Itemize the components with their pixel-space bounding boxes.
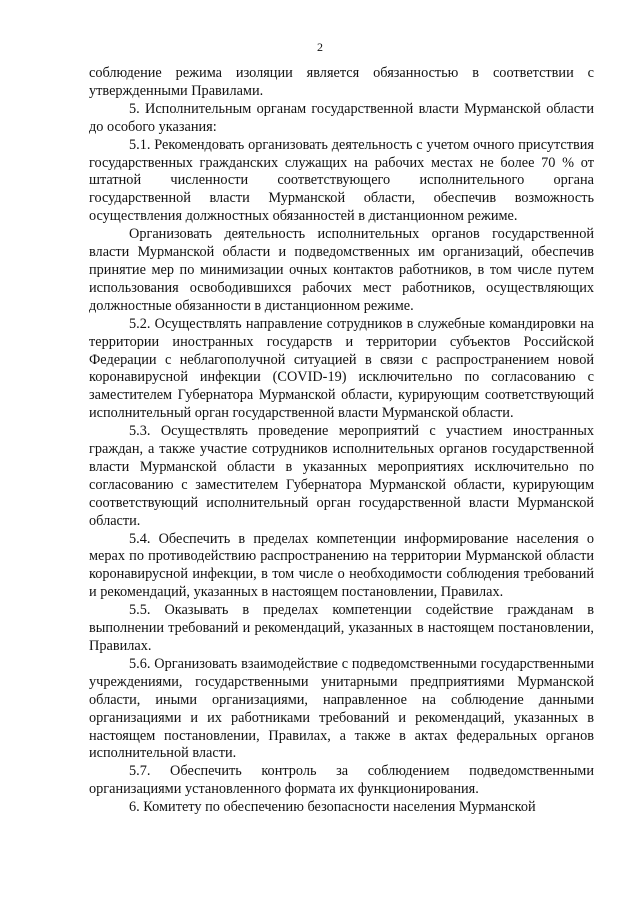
paragraph: 6. Комитету по обеспечению безопасности населения Мурманской [129,799,536,816]
paragraph: 5.7. Обеспечить контроль за соблюдением подведомственными организациями установленного формата их функционирования. [89,763,594,798]
paragraph: Организовать деятельность исполнительных органов государственной власти Мурманской области и подведомственных им организаций, обеспечив принятие мер по минимизации очных контактов работников, в том числе путем использования освободившихся рабочих мест работников, осуществляющих должностные обязанности в дистанционном режиме. [89,226,594,314]
paragraph: 5.2. Осуществлять направление сотрудников в служебные командировки на территории иностранных государств и территории субъектов Российской Федерации с неблагополучной ситуацией в связи с распространением новой коронавирусной инфекции (COVID-19) исключительно по согласованию с заместителем Губернатора Мурманской области, курирующим соответствующий исполнительный орган государственной власти Мурманской области. [89,315,594,422]
document-body [89,65,594,817]
paragraph: 5.5. Оказывать в пределах компетенции содействие гражданам в выполнении требований и рекомендаций, указанных в настоящем постановлении, Правилах. [89,602,594,654]
paragraph: соблюдение режима изоляции является обязанностью в соответствии с утвержденными Правилами. [89,65,594,99]
paragraph: 5.6. Организовать взаимодействие с подведомственными государственными учреждениями, государственными унитарными предприятиями Мурманской области, иными организациями, направленное на соблюдение данными организациями и их работниками требований и рекомендаций, указанных в настоящем постановлении, Правилах, а также в актах федеральных органов исполнительной власти. [89,655,594,762]
paragraph: 5. Исполнительным органам государственной власти Мурманской области до особого указания: [89,100,594,135]
paragraph: 5.3. Осуществлять проведение мероприятий с участием иностранных граждан, а также участие сотрудников исполнительных органов государственной власти Мурманской области в указанных мероприятиях исключительно по согласованию с заместителем Губернатора Мурманской области, курирующим соответствующий исполнительный орган государственной власти Мурманской области. [89,423,594,529]
paragraph: 5.1. Рекомендовать организовать деятельность с учетом очного присутствия государственных гражданских служащих на рабочих местах не более 70 % от штатной численности соответствующего исполнительного органа государственной власти Мурманской области, обеспечив возможность осуществления должностных обязанностей в дистанционном режиме. [89,136,594,225]
paragraph: 5.4. Обеспечить в пределах компетенции информирование населения о мерах по противодействию распространению на территории Мурманской области коронавирусной инфекции, в том числе о необходимости соблюдения требований и рекомендаций, указанных в настоящем постановлении, Правилах. [89,530,594,601]
page-number: 2 [317,40,323,54]
